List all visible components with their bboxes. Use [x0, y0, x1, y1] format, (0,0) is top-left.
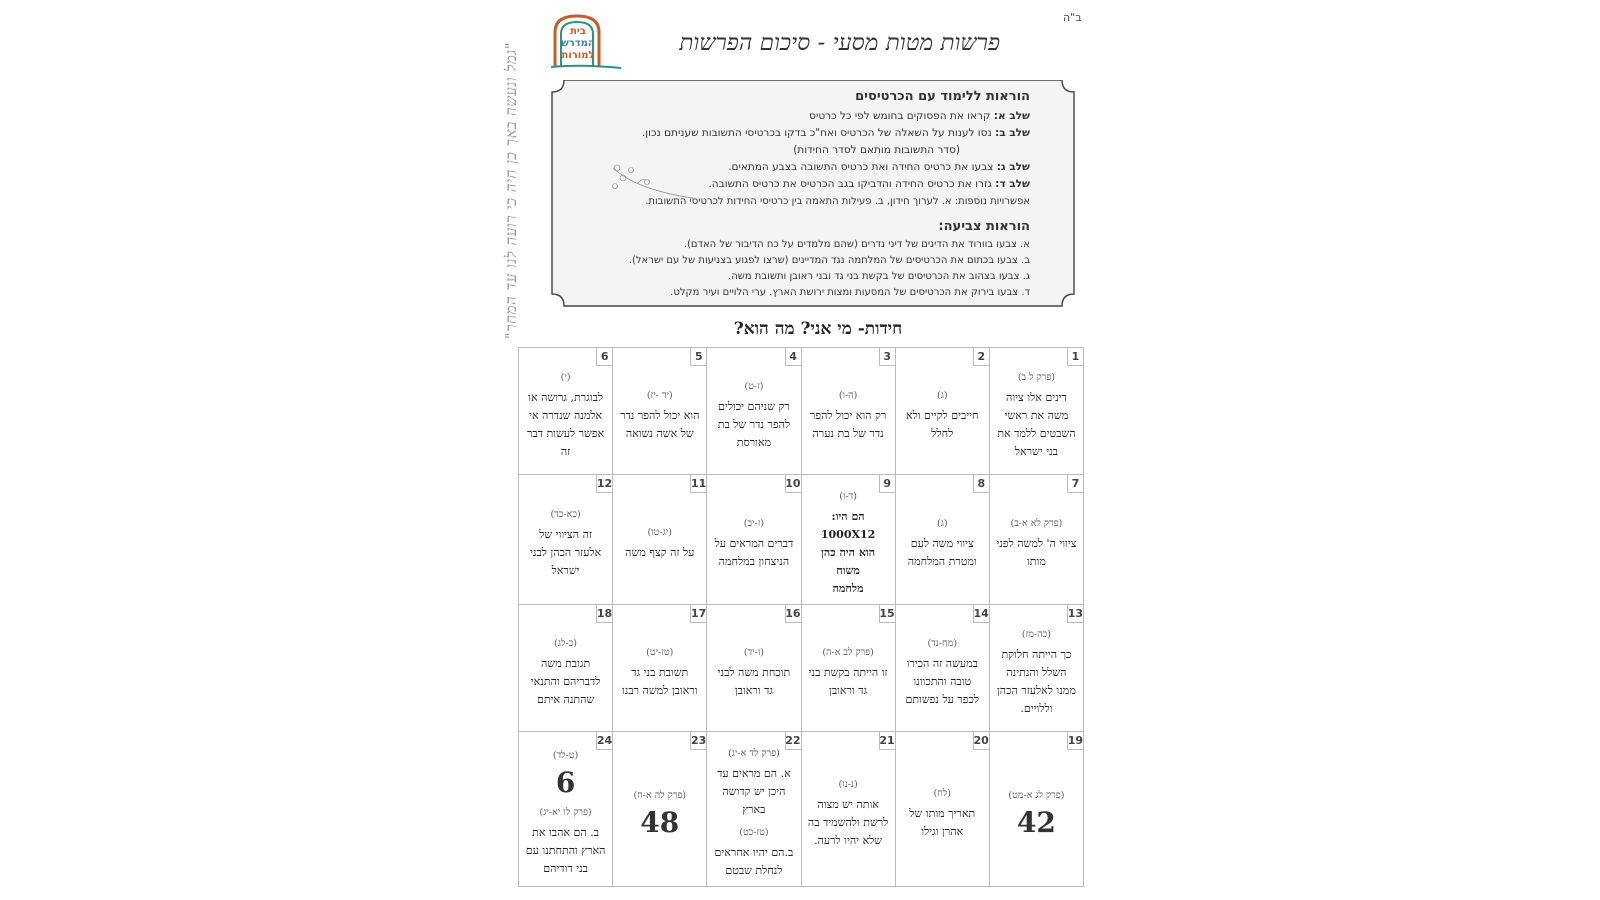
riddle-number: 20 [973, 732, 989, 750]
riddle-text-line: גד וראובן [734, 683, 774, 697]
riddle-reference: (פרק לד א-יג) [728, 748, 780, 759]
riddle-text-line: בני דודיהם [543, 862, 588, 875]
riddle-number: 19 [1067, 732, 1083, 750]
riddle-reference: (פרק לא א-ב) [1010, 518, 1063, 529]
instruction-step: שלב א: קראו את הפסוקים בחומש לפי כל כרטיס [809, 110, 1030, 122]
riddle-card [519, 605, 613, 732]
coloring-row: ג. צבעו בצהוב את הכרטיסים של בקשת בני גד ובני ראובן ותשובת משה. [728, 271, 1030, 282]
riddle-number: 1 [1067, 348, 1083, 366]
riddle-text-line: אהרן וגילו [921, 824, 964, 838]
riddle-card [896, 732, 990, 887]
riddle-card [707, 732, 801, 887]
riddle-card [707, 605, 801, 732]
riddle-text-line: שהתנה איתם [536, 692, 595, 706]
riddle-text-line: תגובת משה [540, 656, 591, 670]
riddle-number: 23 [690, 732, 706, 750]
riddle-text-line: חייבים לקיים ולא [905, 408, 979, 422]
coloring-title: הוראות צביעה: [938, 219, 1030, 234]
riddle-text [530, 526, 601, 580]
instruction-step: שלב ד: גזרו את כרטיס החידה והדביקו בגב הכרטיס את כרטיס התשובה. [708, 178, 1030, 190]
coloring-row: ב. צבעו בכתום את הכרטיסים של המלחמה נגד המדיינים (שרצו לפגוע בצניעות של עם ישראל). [628, 255, 1030, 266]
riddle-text-line: בני ישראל [1014, 444, 1058, 458]
riddle-card [613, 732, 707, 887]
riddle-card [990, 605, 1084, 732]
riddle-card [802, 475, 896, 605]
riddle-text-line: זו הייתה בקשת בני [808, 665, 888, 679]
riddle-number: 16 [785, 605, 801, 623]
side-quote-text: "גמל ונעשה באך כן חיה כי רועה לנו עד המחר" [502, 41, 521, 339]
riddle-text [527, 389, 604, 461]
riddle-number: 12 [596, 475, 612, 493]
riddle-text [625, 544, 694, 562]
logo-line-3: למורות [561, 50, 595, 61]
instructions-box [550, 80, 1090, 314]
riddle-reference: (טז-יט) [646, 646, 674, 658]
riddle-text-line: דינים אלו ציוה [1006, 390, 1067, 404]
riddle-reference: (ג) [936, 518, 948, 529]
riddle-text [620, 407, 699, 443]
riddle-text [909, 805, 975, 841]
riddle-reference: (ו-יד) [743, 646, 764, 658]
riddle-text-line: זה הציווי של [539, 528, 592, 541]
riddle-text [718, 398, 790, 452]
riddle-reference: (מח-נד) [927, 637, 958, 649]
riddle-text [531, 655, 601, 709]
riddle-reference: (כ-לג) [554, 637, 578, 649]
riddle-reference: (פרק ל ב) [1017, 371, 1056, 383]
riddle-reference: (ג) [936, 389, 948, 401]
riddle-reference: (לח) [933, 787, 951, 799]
riddle-card [896, 475, 990, 605]
riddle-number: 24 [596, 732, 612, 750]
riddle-card [519, 348, 613, 475]
riddle-card [707, 348, 801, 475]
riddle-text-line: אלעזר הכהן לבני [530, 546, 602, 559]
riddle-text-line: רק הוא יכול להפר [809, 408, 887, 422]
riddle-text-line: כך הייתה חלוקת [1001, 647, 1072, 661]
riddle-text-line: דברים המראים על [714, 537, 794, 550]
riddle-number: 15 [879, 605, 895, 623]
riddle-reference: (פרק לה א-ח) [633, 789, 687, 801]
riddle-text [905, 655, 979, 709]
riddle-grid [518, 347, 1084, 887]
instruction-step: שלב ב: נסו לענות על השאלה של הכרטיס ואח"כ בדקו בכרטיסי התשובות שעניתם נכון. [641, 127, 1030, 139]
instruction-step: שלב ג: צבעו את כרטיס החידה ואת כרטיס התשובה בצבע המתאים. [728, 161, 1030, 173]
riddle-reference: (פרק לב א-ה) [822, 646, 874, 658]
riddle-reference: (פרק לו יא-יג) [539, 807, 592, 818]
riddle-text-line: לבוגרת, גרושה או [528, 390, 604, 404]
riddle-text [997, 389, 1075, 461]
riddle-number: 14 [973, 605, 989, 623]
riddle-text-line: ב.הם יהיו אחראים [714, 846, 794, 859]
riddle-text-line: ממנו לאלעזר הכהן [997, 683, 1076, 697]
riddle-text-line: מלחמה [832, 582, 864, 595]
riddle-number: 18 [596, 605, 612, 623]
riddle-text-line: אלמנה שנדרה אי [529, 408, 603, 422]
riddle-text-line: על זה קצף משה [625, 546, 695, 559]
riddle-text [622, 664, 698, 700]
riddle-text-line: וראובן למשה רבנו [621, 683, 698, 697]
riddle-number: 4 [785, 348, 801, 366]
riddle-text-line: וללויים. [1020, 701, 1053, 715]
riddle-card [519, 732, 613, 887]
riddle-text [996, 535, 1076, 571]
riddle-text [810, 407, 886, 443]
riddle-text-line: במעשה זה הכירו [906, 656, 978, 670]
riddle-text-line: 1000X12 [820, 528, 876, 541]
riddle-text-line: לרשת ולהשמיד בה [807, 815, 889, 829]
riddle-text [808, 508, 889, 598]
riddle-text-line: אותה יש מצוה [817, 797, 879, 811]
riddle-card [613, 605, 707, 732]
riddle-number: 17 [690, 605, 706, 623]
riddle-text-line: השבטים ללמד את [997, 426, 1076, 440]
page-corner-mark: ב"ה [1063, 11, 1082, 24]
riddle-text-line: הם היו: [831, 510, 865, 523]
riddle-number: 11 [690, 475, 706, 493]
riddle-text-line: טובה והתכוונו [913, 674, 972, 688]
riddle-text-line: לדבריהם והתנאי [530, 674, 601, 688]
riddle-text-line: משה את ראשי [1004, 408, 1069, 422]
riddle-text-line: הוא יכול להפר נדר [620, 408, 700, 422]
coloring-row: ד. צבעו בירוק את הכרטיסים של המסעות ומצות ירושת הארץ. ערי הלויים ועיר מקלט. [670, 287, 1030, 298]
riddle-big-number: 6 [555, 766, 576, 799]
riddle-reference: (יג-טו) [647, 527, 672, 538]
riddle-number: 10 [785, 475, 801, 493]
riddle-reference: (ד-ו) [839, 491, 857, 502]
riddle-text-line: תשובת בני גד [631, 665, 689, 679]
riddle-card [990, 475, 1084, 605]
riddle-text-line: ציווי משה לעם [910, 537, 974, 550]
riddle-text-line: זה [560, 444, 571, 458]
riddle-big-number: 42 [1016, 805, 1056, 839]
riddle-text-line: מותו [1026, 555, 1046, 568]
riddle-text-line: הארץ והתחתנו עם [525, 844, 606, 857]
riddle-text-line: לכפר על נפשותם [905, 692, 980, 706]
riddle-number: 7 [1067, 475, 1083, 493]
riddle-text-line: ומטרת המלחמה [907, 555, 977, 568]
riddle-text-line: בארץ [742, 803, 766, 816]
riddle-text-line: הניצחון במלחמה [718, 555, 790, 568]
riddle-card [613, 475, 707, 605]
riddle-card [896, 348, 990, 475]
riddles-title: חידות- מי אני? מה הוא? [733, 319, 903, 339]
riddle-card [990, 732, 1084, 887]
riddle-text-line: הוא היה כהן משוח [821, 546, 876, 577]
instruction-options: אפשרויות נוספות: א. לערוך חידון, ב. פעילות התאמה בין כרטיסי החידות לכרטיסי התשובות. [645, 196, 1030, 207]
riddle-number: 3 [879, 348, 895, 366]
riddle-reference: (כה-מז) [1021, 628, 1051, 640]
riddle-number: 13 [1067, 605, 1083, 623]
riddle-card [990, 348, 1084, 475]
riddle-card [896, 605, 990, 732]
riddle-reference: (ט-לד) [552, 750, 579, 761]
riddle-text-line: גד וראובן [829, 683, 868, 697]
riddle-text-line: א. הם מראים עד [717, 767, 791, 780]
riddle-text [718, 664, 791, 700]
riddle-number: 22 [785, 732, 801, 750]
instruction-note: (סדר התשובות מותאם לסדר החידות) [793, 144, 960, 156]
riddle-text-line: תוכחת משה לבני [717, 665, 791, 679]
riddle-text [717, 765, 791, 819]
riddle-text-line: אפשר לעשות דבר [526, 426, 605, 440]
logo-text [561, 26, 595, 62]
riddle-reference: (טז-כט) [739, 827, 769, 838]
instructions-title: הוראות ללימוד עם הכרטיסים [855, 89, 1030, 104]
riddle-text [908, 535, 977, 571]
riddle-text [997, 646, 1076, 718]
riddle-text [526, 824, 606, 878]
riddle-text-line: לנחלת שבטם [725, 864, 783, 877]
riddle-text-line: ציווי ה' למשה לפני [996, 537, 1077, 550]
riddle-card [802, 348, 896, 475]
riddle-text-line: רק שניהם יכולים [718, 399, 790, 413]
page-title: פרשות מטות מסעי - סיכום הפרשות [679, 30, 1000, 56]
riddle-card [519, 475, 613, 605]
riddle-card [707, 475, 801, 605]
riddle-number: 9 [879, 475, 895, 493]
riddle-text-line: להפר נדר של בת [717, 417, 791, 431]
riddle-card [613, 348, 707, 475]
riddle-text-line: מאורסת [736, 435, 772, 449]
riddle-reference: (ז-ט) [744, 380, 764, 392]
riddle-reference: (ה-ו) [838, 389, 858, 401]
riddle-number: 5 [690, 348, 706, 366]
riddle-text [809, 664, 888, 700]
riddle-text [808, 796, 888, 850]
riddle-text [906, 407, 979, 443]
logo-line-2: המדרש [561, 38, 595, 49]
riddle-reference: (פרק לג א-מט) [1008, 789, 1065, 801]
riddle-number: 6 [596, 348, 612, 366]
riddle-text-line: היכן יש קדושה [722, 785, 786, 798]
riddle-big-number: 48 [640, 805, 680, 839]
coloring-row: א. צבעו בוורוד את הדינים של דיני נדרים (שהם מלמדים על כח הדיבור של האדם). [683, 239, 1030, 250]
riddle-number: 2 [973, 348, 989, 366]
riddle-reference: (יד -יז) [646, 389, 673, 401]
riddle-card [802, 732, 896, 887]
riddle-text [715, 535, 794, 571]
riddle-number: 21 [879, 732, 895, 750]
riddle-text-line: ב. הם אהבו את [532, 826, 600, 839]
side-quote [480, 40, 544, 340]
riddle-card [802, 605, 896, 732]
riddle-text-line: תאריך מותו של [909, 806, 976, 820]
riddle-text-line: לחלל [931, 426, 954, 440]
riddle-reference: (כא-כד) [550, 509, 581, 520]
riddle-reference: (נ-נו) [838, 778, 858, 790]
riddle-text-line: שלא יהיו לרעה. [814, 833, 883, 847]
riddle-text-line: של אשה נשואה [625, 426, 694, 440]
logo [551, 12, 623, 70]
riddle-text-line: השלל והנתינה [1006, 665, 1067, 679]
riddle-text [715, 844, 794, 880]
logo-line-1: בית [570, 26, 586, 37]
riddle-number: 8 [973, 475, 989, 493]
instructions-content [560, 88, 1030, 301]
riddle-text-line: נדר של בת נערה [812, 426, 884, 440]
riddle-reference: (ז-יב) [743, 518, 765, 529]
riddle-text-line: ישראל [551, 564, 580, 577]
riddle-reference: (י) [560, 371, 571, 383]
